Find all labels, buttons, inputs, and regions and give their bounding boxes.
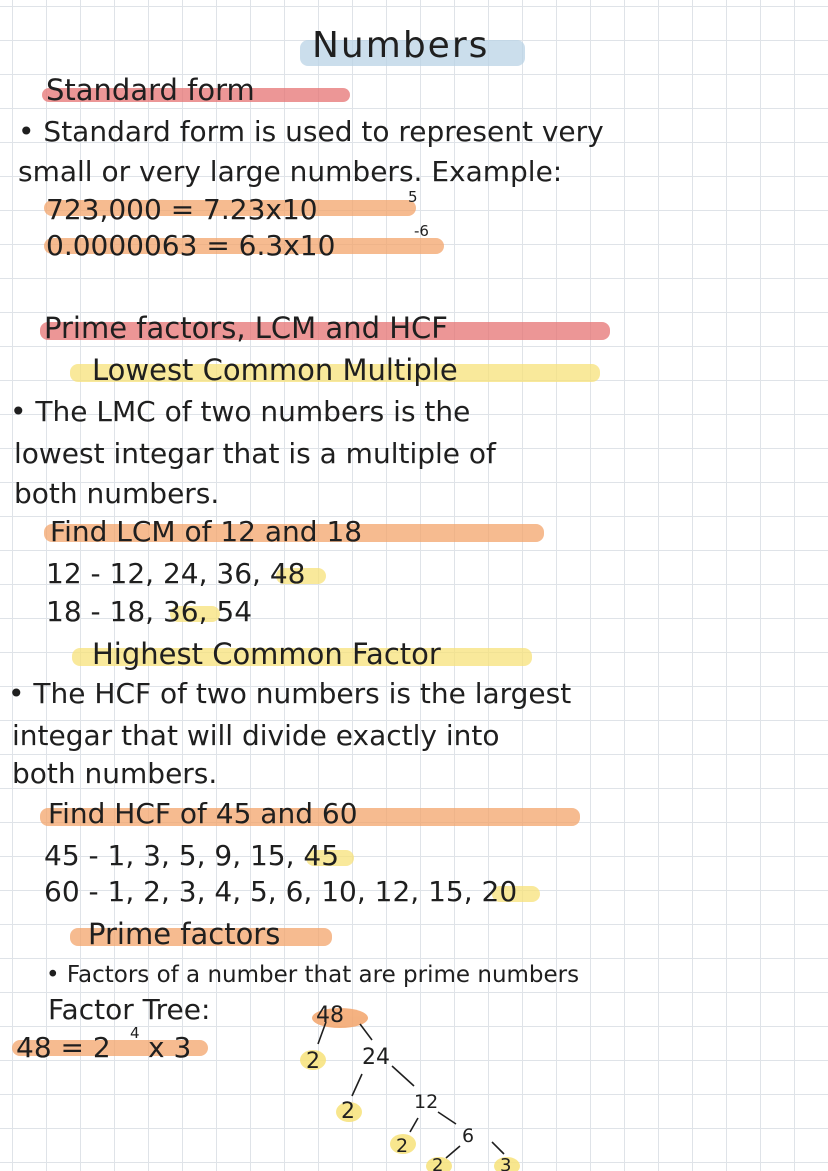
- prime-factor-result: 48 = 2: [16, 1031, 111, 1064]
- hcf-row-60: 60 - 1, 2, 3, 4, 5, 6, 10, 12, 15, 20: [44, 875, 518, 908]
- tree-node-2a: 2: [306, 1049, 320, 1074]
- tree-node-2d: 2: [432, 1155, 444, 1171]
- lcm-line-1: • The LMC of two numbers is the: [10, 395, 471, 428]
- tree-node-12: 12: [414, 1091, 439, 1113]
- branch-6-2: [446, 1146, 460, 1158]
- tree-node-48: 48: [316, 1003, 344, 1028]
- tree-node-2b: 2: [341, 1099, 355, 1124]
- branch-12-6: [438, 1112, 456, 1124]
- hcf-task: Find HCF of 45 and 60: [48, 797, 358, 830]
- factor-tree-label: Factor Tree:: [48, 993, 211, 1026]
- lcm-row-12: 12 - 12, 24, 36, 48: [46, 557, 306, 590]
- lcm-line-2: lowest integar that is a multiple of: [14, 437, 496, 470]
- prime-factors-heading: Prime factors: [88, 917, 281, 951]
- example-2-exponent: -6: [414, 222, 429, 240]
- branch-24-12: [392, 1066, 414, 1086]
- lcm-row-18: 18 - 18, 36, 54: [46, 595, 253, 628]
- standard-form-line-2: small or very large numbers. Example:: [18, 155, 563, 188]
- tree-node-6: 6: [462, 1125, 475, 1147]
- branch-24-2: [352, 1074, 362, 1096]
- lcm-task: Find LCM of 12 and 18: [50, 515, 363, 548]
- lcm-line-3: both numbers.: [14, 477, 220, 510]
- branch-48-24: [360, 1024, 372, 1040]
- hcf-row-45: 45 - 1, 3, 5, 9, 15, 45: [44, 839, 340, 872]
- example-1-exponent: 5: [408, 188, 418, 206]
- hcf-line-3: both numbers.: [12, 757, 218, 790]
- page-title: Numbers: [312, 25, 490, 66]
- standard-form-example-2: 0.0000063 = 6.3x10: [46, 229, 336, 262]
- branch-12-2: [410, 1118, 418, 1132]
- standard-form-line-1: • Standard form is used to represent very: [18, 115, 604, 148]
- hcf-line-2: integar that will divide exactly into: [12, 719, 500, 752]
- lcm-heading: Lowest Common Multiple: [92, 353, 458, 387]
- branch-6-3: [492, 1142, 504, 1154]
- prime-factors-line-1: • Factors of a number that are prime numbers: [46, 962, 580, 988]
- tree-node-2c: 2: [396, 1135, 409, 1157]
- tree-node-24: 24: [362, 1045, 390, 1070]
- prime-section-heading: Prime factors, LCM and HCF: [44, 311, 448, 345]
- factor-tree-highlights: [300, 1008, 520, 1171]
- hcf-line-1: • The HCF of two numbers is the largest: [8, 677, 572, 710]
- standard-form-example-1: 723,000 = 7.23x10: [46, 193, 318, 226]
- tree-node-3: 3: [500, 1155, 512, 1171]
- hcf-heading: Highest Common Factor: [92, 637, 441, 671]
- prime-factor-result-tail: x 3: [148, 1031, 192, 1064]
- prime-factor-result-exponent: 4: [130, 1024, 140, 1042]
- standard-form-heading: Standard form: [46, 73, 255, 107]
